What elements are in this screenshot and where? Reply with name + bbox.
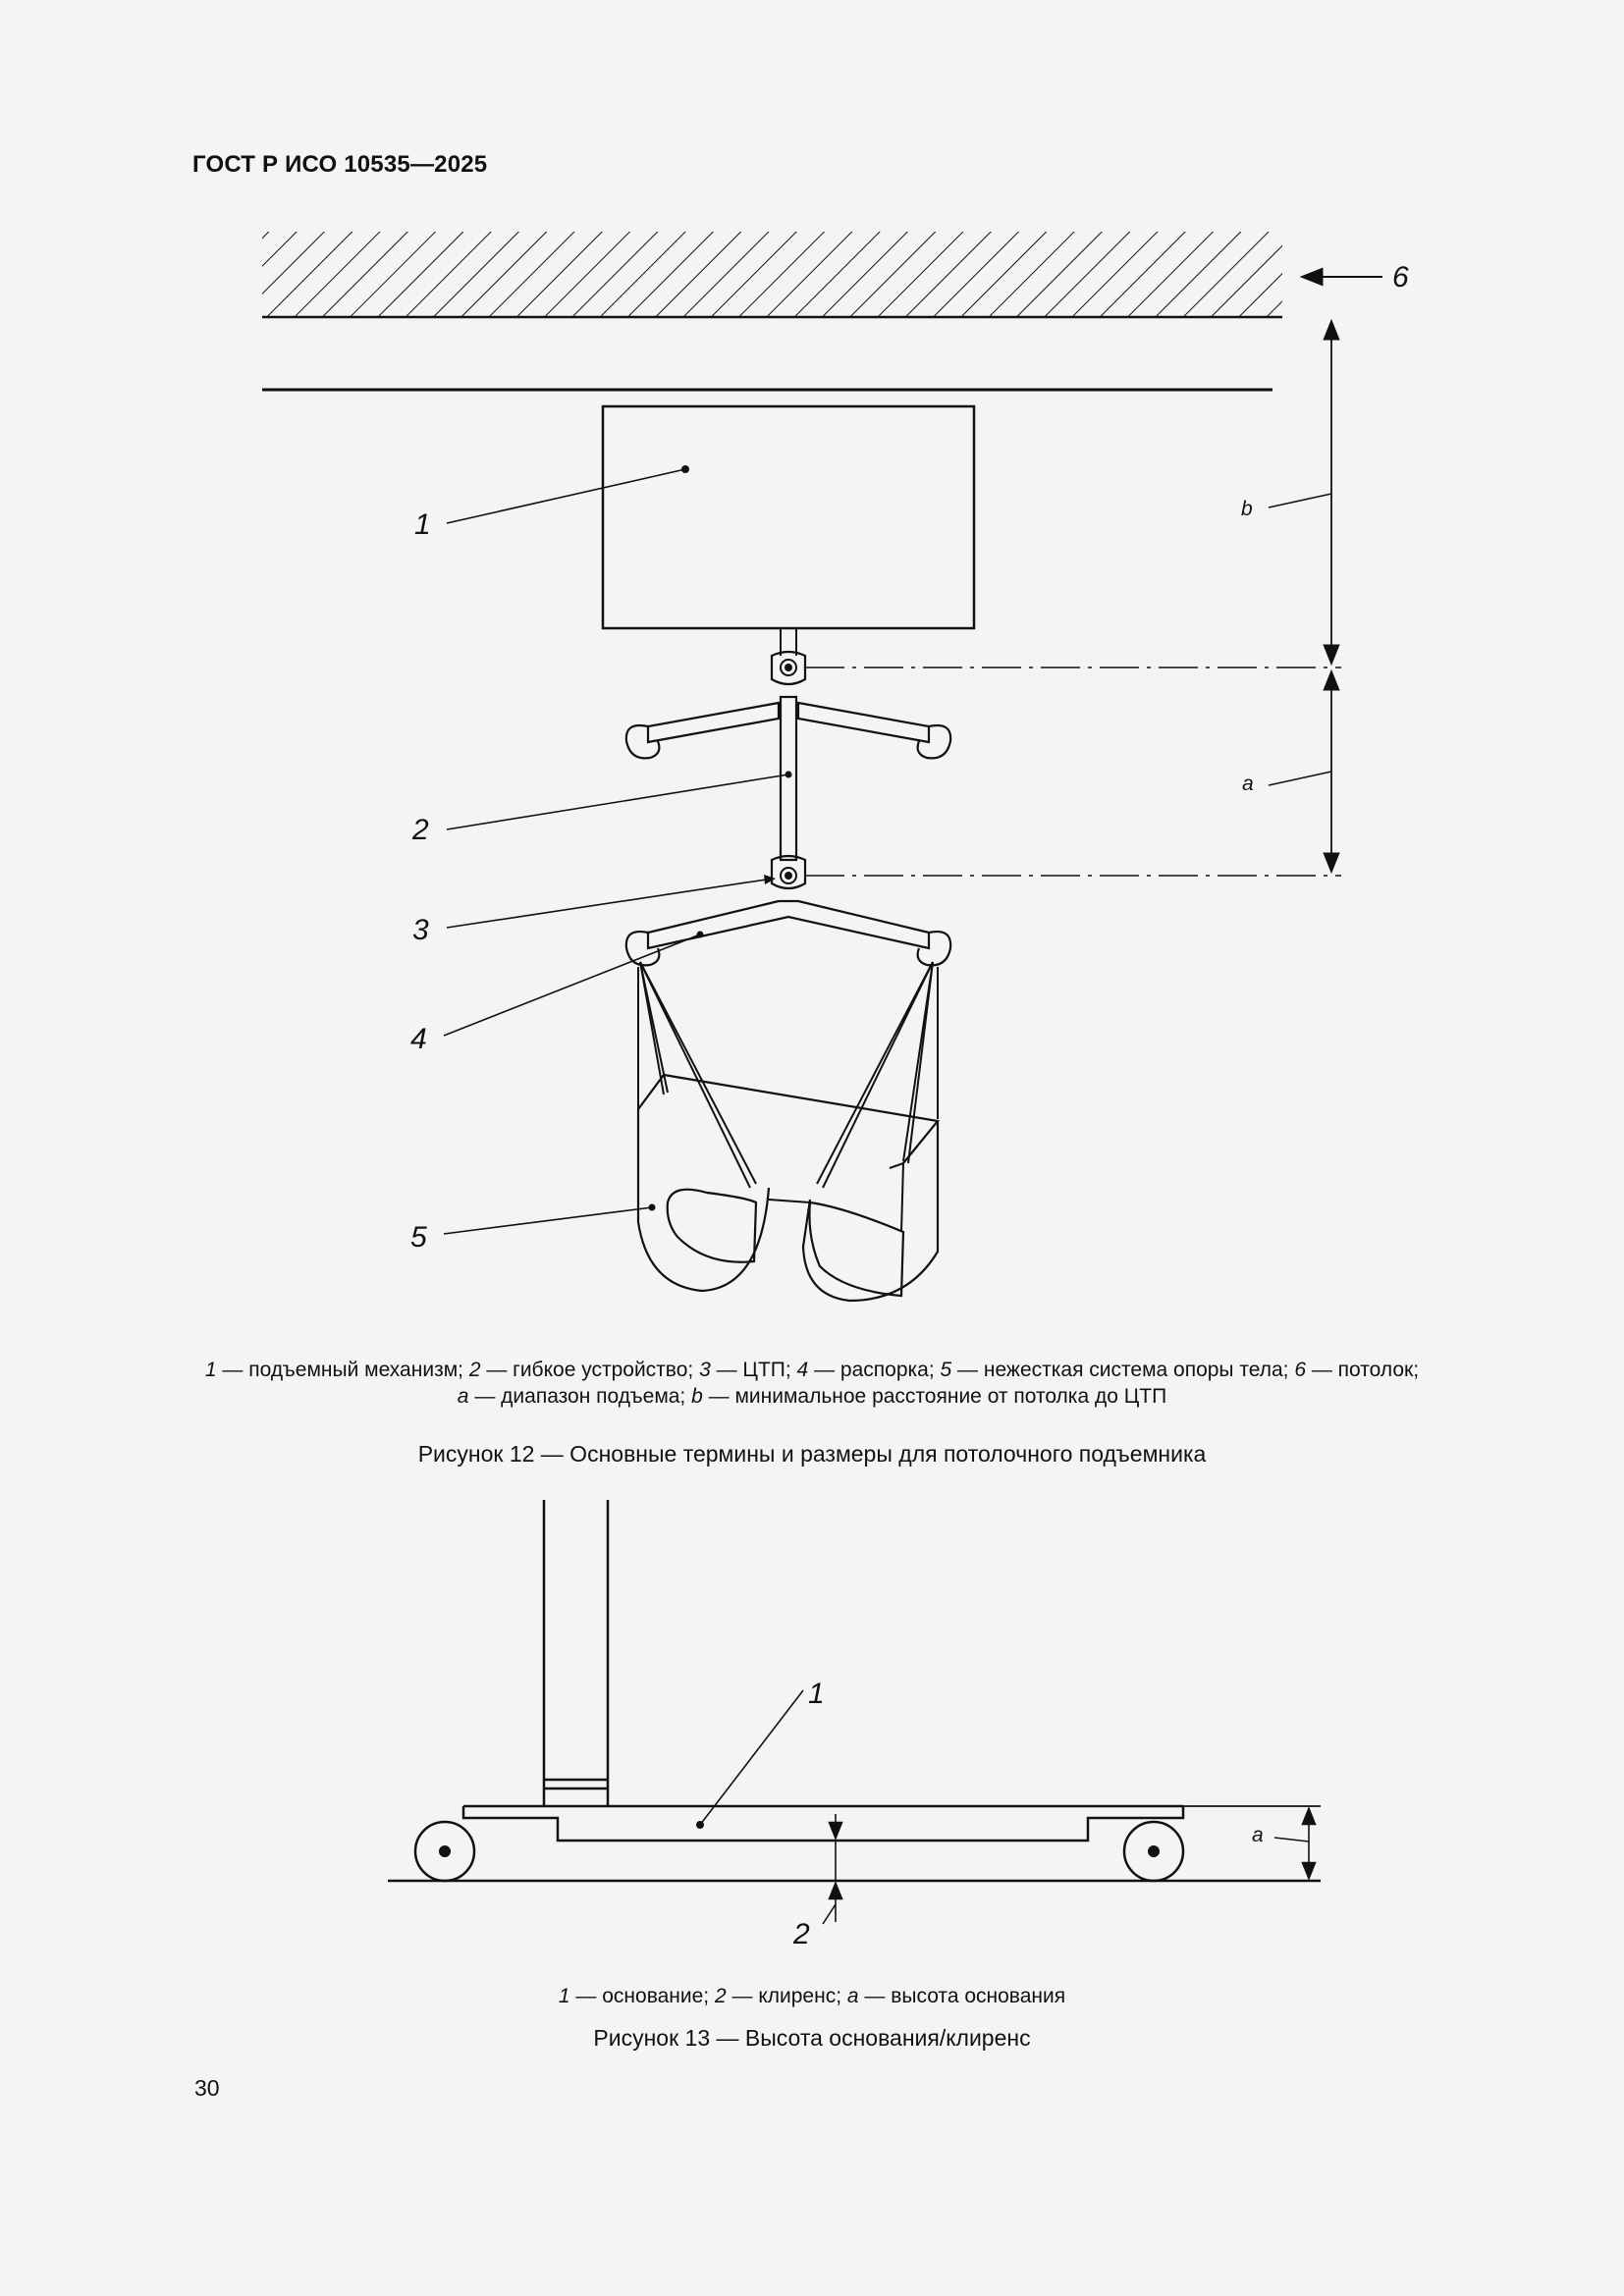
figure-12-drawing — [262, 232, 1382, 1301]
document-header: ГОСТ Р ИСО 10535—2025 — [192, 151, 488, 178]
legend-text: — высота основания — [858, 1985, 1066, 2007]
legend-text: — гибкое устройство; — [480, 1359, 700, 1381]
figure-12-callouts — [410, 261, 1409, 1254]
base-outline — [463, 1806, 1183, 1841]
sling-top-edge — [638, 1075, 938, 1163]
figure-12-legend — [177, 1357, 1447, 1410]
legend-text: — минимальное расстояние от потолка до ЦТП — [702, 1385, 1167, 1408]
legend-text: — клиренс; — [726, 1985, 847, 2007]
legend-key: a — [457, 1385, 469, 1408]
callout-5: 5 — [410, 1221, 427, 1254]
callout-6: 6 — [1392, 261, 1409, 294]
legend-key: 4 — [796, 1359, 809, 1381]
callout-3: 3 — [412, 914, 429, 946]
legend-line — [177, 1383, 1447, 1410]
figure-13-legend — [177, 1983, 1447, 2009]
ceiling-hatch — [262, 232, 1282, 316]
callout-b: b — [1241, 498, 1253, 520]
legend-text: — ЦТП; — [710, 1359, 797, 1381]
callout-4: 4 — [410, 1023, 427, 1055]
legend-key: b — [691, 1385, 703, 1408]
figure-13-drawing — [388, 1500, 1321, 1924]
legend-text: — диапазон подъема; — [468, 1385, 692, 1408]
figure-12-caption: Рисунок 12 — Основные термины и размеры для потолочного подъемника — [417, 1441, 1207, 1467]
callout-1: 1 — [414, 508, 431, 541]
legend-text: — основание; — [569, 1985, 715, 2007]
legend-key: 2 — [468, 1359, 481, 1381]
lift-mechanism-box — [603, 406, 974, 628]
callout-2: 2 — [412, 814, 429, 846]
legend-key: 6 — [1294, 1359, 1307, 1381]
legend-key: 5 — [940, 1359, 952, 1381]
page-number: 30 — [194, 2075, 220, 2101]
legend-key: 1 — [204, 1359, 217, 1381]
legend-text: — нежесткая система опоры тела; — [951, 1359, 1295, 1381]
callout-a: a — [1242, 773, 1254, 795]
legend-line — [177, 1983, 1447, 2009]
flexible-device — [781, 697, 796, 860]
legend-key: 2 — [714, 1985, 727, 2007]
legend-text: — потолок; — [1306, 1359, 1420, 1381]
legend-line — [177, 1357, 1447, 1383]
figure-13-callouts — [792, 1678, 1264, 1950]
figure-13-caption: Рисунок 13 — Высота основания/клиренс — [593, 2025, 1031, 2051]
legend-key: a — [846, 1985, 859, 2007]
legend-key: 3 — [699, 1359, 711, 1381]
callout-a: a — [1252, 1824, 1264, 1846]
legend-text: — распорка; — [808, 1359, 941, 1381]
legend-key: 1 — [558, 1985, 570, 2007]
legend-text: — подъемный механизм; — [216, 1359, 469, 1381]
callout-1: 1 — [808, 1678, 825, 1710]
callout-2: 2 — [793, 1918, 810, 1950]
